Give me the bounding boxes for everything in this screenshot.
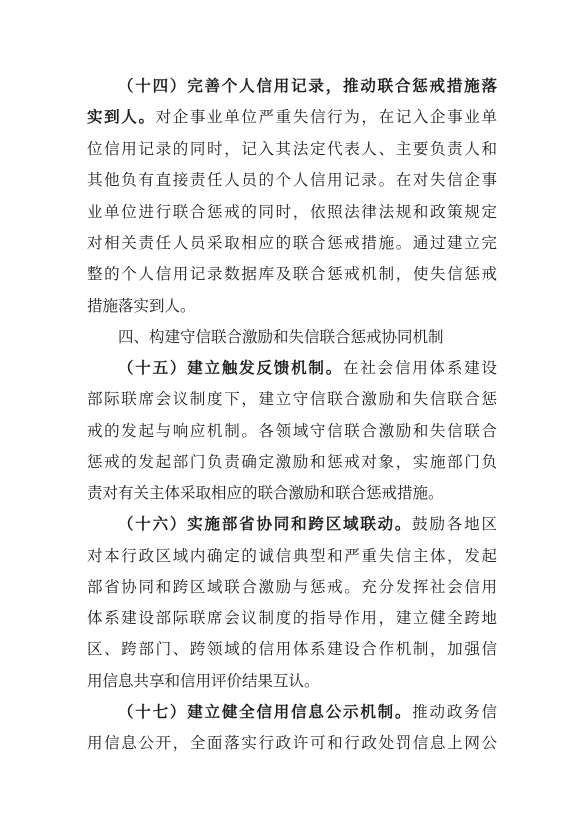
para17-title: （十七）建立健全信用信息公示机制。 [118,703,413,721]
para16-line-3: 部省协同和跨区域联合激励与惩戒。充分发挥社会信用 [87,578,497,596]
para16-line-5: 区、跨部门、跨领域的信用体系建设合作机制，加强信 [87,640,497,658]
para15-line-4: 惩戒的发起部门负责确定激励和惩戒对象，实施部门负 [87,453,497,471]
para15-line-5: 责对有关主体采取相应的联合激励和联合惩戒措施。 [87,484,444,502]
para16-line-1 [118,514,497,534]
para16-line-6: 用信息共享和信用评价结果互认。 [87,672,320,690]
para16-line-4: 体系建设部际联席会议制度的指导作用，建立健全跨地 [87,609,497,627]
para14-body-start: 对企事业单位严重失信行为，在记入企事业单 [155,108,497,126]
section-heading-4: 四、构建守信联合激励和失信联合惩戒协同机制 [118,328,444,346]
para17-body-start: 推动政务信 [412,703,497,721]
para17-line-2: 用信息公开，全面落实行政许可和行政处罚信息上网公 [87,734,497,752]
para16-body-start: 鼓励各地区 [412,515,497,533]
para16-title: （十六）实施部省协同和跨区域联动。 [118,515,413,533]
para14-line-2: 位信用记录的同时，记入其法定代表人、主要负责人和 [87,140,497,158]
para14-line-5: 对相关责任人员采取相应的联合惩戒措施。通过建立完 [87,234,497,252]
para17-line-1 [118,702,497,722]
para16-line-2: 对本行政区域内确定的诚信典型和严重失信主体，发起 [87,547,497,565]
para14-line-4: 业单位进行联合惩戒的同时，依照法律法规和政策规定 [87,203,497,221]
para15-line-3: 戒的发起与响应机制。各领域守信联合激励和失信联合 [87,422,497,440]
para14-line-7: 措施落实到人。 [87,297,196,315]
para14-title-part-2: 实到人。 [87,108,156,126]
para15-line-1 [118,358,497,378]
para14-line-1 [87,107,497,127]
para14-title-line-1: （十四）完善个人信用记录，推动联合惩戒措施落 [118,77,497,95]
para15-line-2: 部际联席会议制度下，建立守信联合激励和失信联合惩 [87,390,497,408]
para15-body-start: 在社会信用体系建设 [343,359,497,377]
para15-title: （十五）建立触发反馈机制。 [118,359,344,377]
para14-line-3: 其他负有直接责任人员的个人信用记录。在对失信企事 [87,171,497,189]
para14-line-6: 整的个人信用记录数据库及联合惩戒机制，使失信惩戒 [87,265,497,283]
